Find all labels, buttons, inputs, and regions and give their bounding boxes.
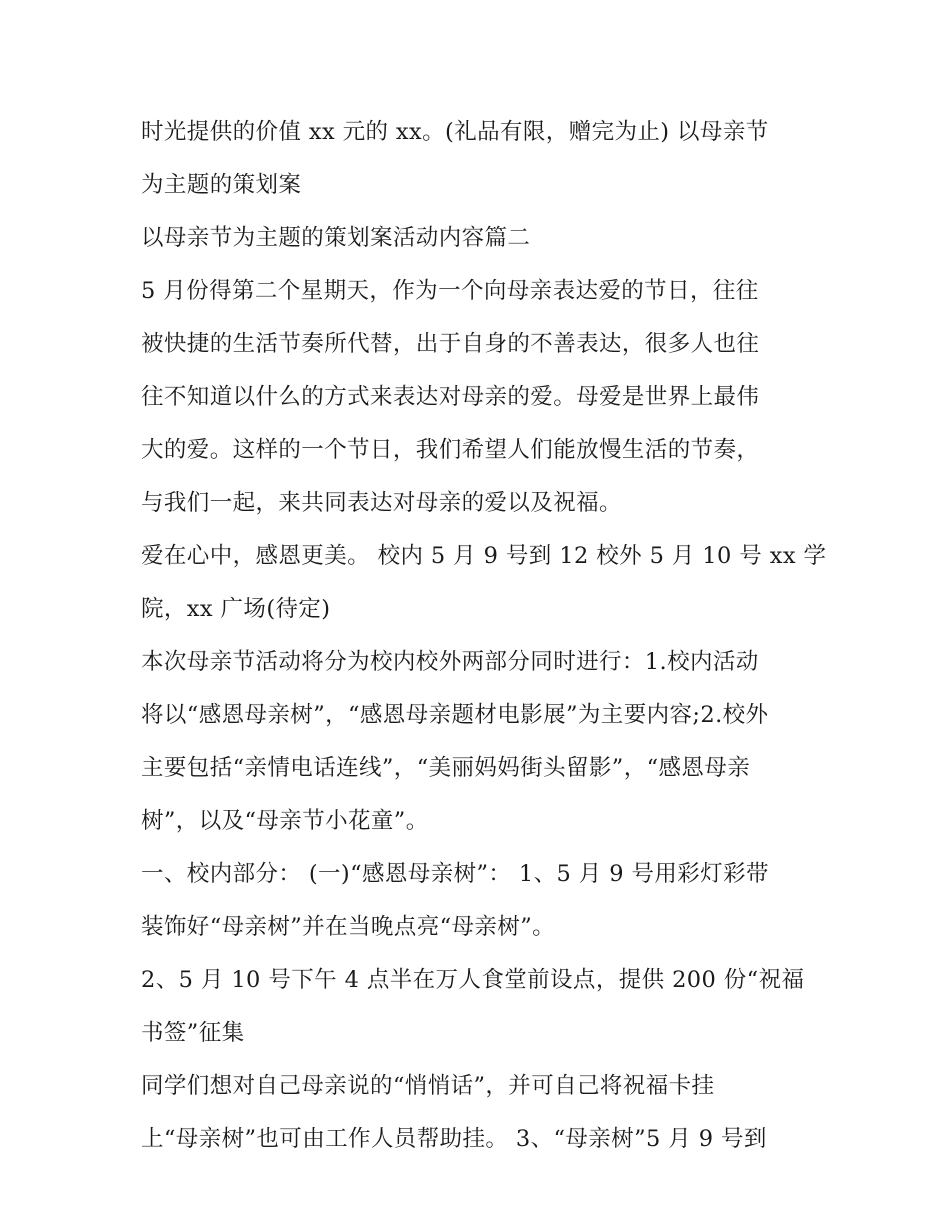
text-line: 往不知道以什么的方式来表达对母亲的爱。母爱是世界上最伟 [141,384,760,410]
text-line: 同学们想对自己母亲说的“悄悄话”，并可自己将祝福卡挂 [141,1073,715,1099]
text-line: 上“母亲树”也可由工作人员帮助挂。 3、“母亲树”5 月 9 号到 [141,1126,767,1152]
text-line: 被快捷的生活节奏所代替，出于自身的不善表达，很多人也往 [141,331,760,357]
text-line: 大的爱。这样的一个节日，我们希望人们能放慢生活的节奏， [141,437,760,463]
text-line: 时光提供的价值 xx 元的 xx。(礼品有限，赠完为止) 以母亲节 [141,119,769,145]
text-line: 装饰好“母亲树”并在当晚点亮“母亲树”。 [141,914,556,940]
text-line: 为主题的策划案 [141,172,302,198]
document-body [141,106,827,1166]
section-heading: 以母亲节为主题的策划案活动内容篇二 [141,225,531,251]
text-line: 树”，以及“母亲节小花童”。 [141,808,429,834]
text-line: 书签”征集 [141,1020,245,1046]
text-line: 与我们一起，来共同表达对母亲的爱以及祝福。 [141,490,622,516]
text-line: 将以“感恩母亲树”，“感恩母亲题材电影展”为主要内容;2.校外 [141,702,769,728]
text-line: 爱在心中，感恩更美。 校内 5 月 9 号到 12 校外 5 月 10 号 xx 学 [141,543,827,569]
text-line: 一、校内部分： (一)“感恩母亲树”： 1、5 月 9 号用彩灯彩带 [141,861,769,887]
text-line: 院，xx 广场(待定) [141,596,331,622]
text-line: 本次母亲节活动将分为校内校外两部分同时进行：1.校内活动 [141,649,759,675]
text-line: 2、5 月 10 号下午 4 点半在万人食堂前设点，提供 200 份“祝福 [141,967,805,993]
text-line: 5 月份得第二个星期天，作为一个向母亲表达爱的节日，往往 [141,278,759,304]
text-line: 主要包括“亲情电话连线”，“美丽妈妈街头留影”，“感恩母亲 [141,755,751,781]
